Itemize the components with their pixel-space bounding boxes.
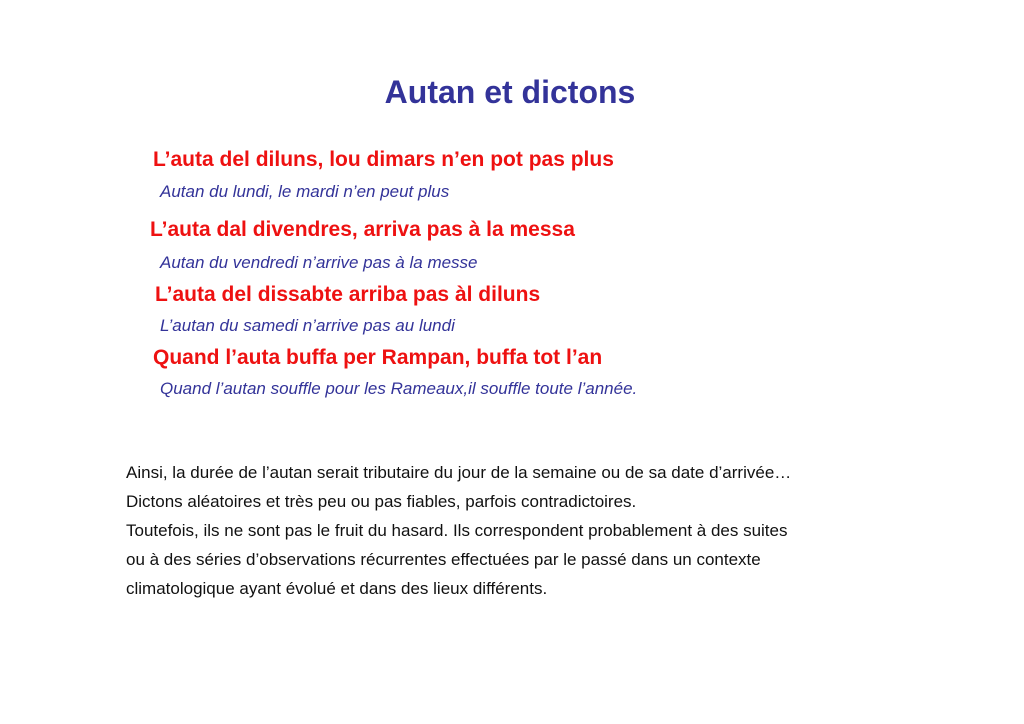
- dicton-occitan-4: Quand l’auta buffa per Rampan, buffa tot l’an: [153, 346, 603, 369]
- commentary-line-5: climatologique ayant évolué et dans des lieux différents.: [126, 579, 548, 598]
- commentary-line-2: Dictons aléatoires et très peu ou pas fiables, parfois contradictoires.: [126, 492, 637, 511]
- commentary-line-1: Ainsi, la durée de l’autan serait tributaire du jour de la semaine ou de sa date d’arrivée…: [126, 463, 792, 482]
- dicton-french-4: Quand l’autan souffle pour les Rameaux,il souffle toute l’année.: [160, 379, 638, 398]
- dicton-occitan-2: L’auta dal divendres, arriva pas à la messa: [150, 218, 575, 241]
- dicton-occitan-1: L’auta del diluns, lou dimars n’en pot pas plus: [153, 148, 614, 171]
- dicton-french-3: L’autan du samedi n’arrive pas au lundi: [160, 316, 455, 335]
- dicton-french-2: Autan du vendredi n’arrive pas à la messe: [160, 253, 478, 272]
- commentary-paragraph: [126, 458, 926, 603]
- dicton-french-1: Autan du lundi, le mardi n’en peut plus: [160, 182, 450, 201]
- dicton-occitan-3: L’auta del dissabte arriba pas àl diluns: [155, 283, 541, 306]
- page-title: [0, 74, 1020, 111]
- page-title-text: Autan et dictons: [384, 74, 636, 110]
- commentary-line-3: Toutefois, ils ne sont pas le fruit du hasard. Ils correspondent probablement à des suites: [126, 521, 788, 540]
- commentary-line-4: ou à des séries d’observations récurrentes effectuées par le passé dans un contexte: [126, 550, 761, 569]
